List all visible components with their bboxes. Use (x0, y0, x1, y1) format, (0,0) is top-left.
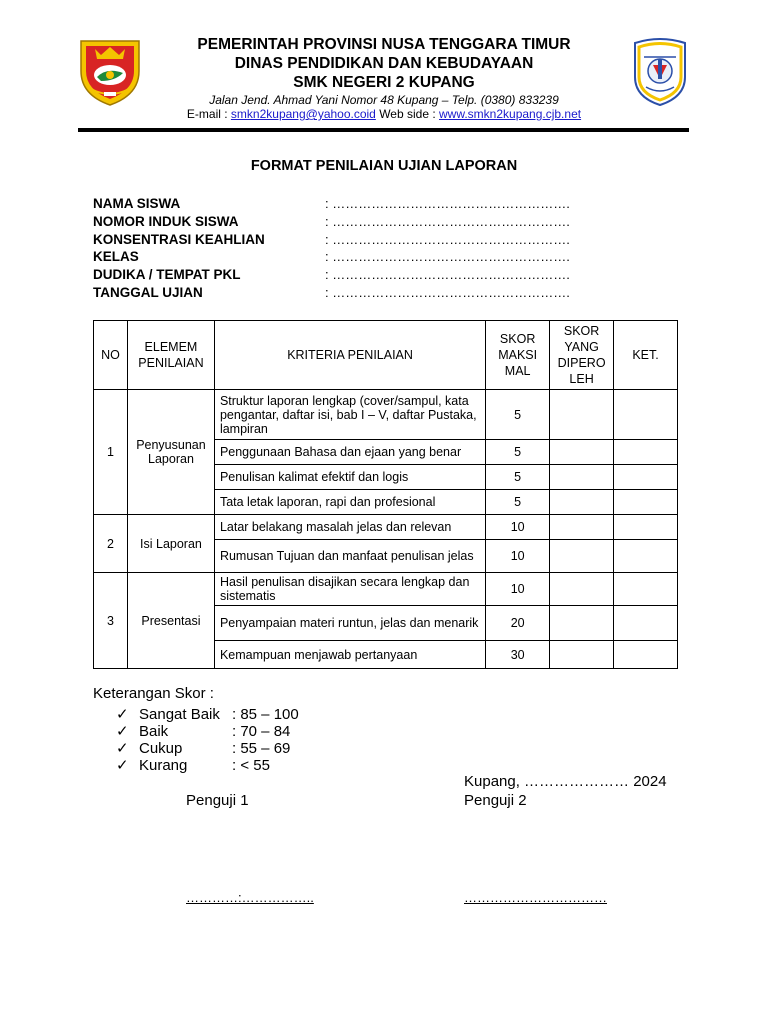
field-value-dudika[interactable]: : ………………………………………………. (325, 267, 570, 282)
criteria-cell: Rumusan Tujuan dan manfaat penulisan jelas (214, 540, 485, 573)
header-department: DINAS PENDIDIKAN DAN KEBUDAYAAN (234, 55, 534, 72)
check-mark-icon: ✓ (116, 723, 129, 740)
legend-item (116, 705, 299, 723)
header-no: NO (94, 321, 128, 390)
legend-range: : 85 – 100 (232, 706, 299, 723)
max-score-cell: 10 (486, 515, 550, 540)
legend-item (116, 756, 270, 774)
field-value-kelas[interactable]: : ………………………………………………. (325, 249, 570, 264)
criteria-cell: Tata letak laporan, rapi dan profesional (214, 490, 485, 515)
legend-range: : < 55 (232, 757, 270, 774)
obtained-score-cell[interactable] (550, 390, 614, 440)
field-label-konsentrasi: KONSENTRASI KEAHLIAN (93, 232, 265, 247)
group-no: 2 (94, 515, 128, 573)
obtained-score-cell[interactable] (550, 573, 614, 606)
criteria-cell: Latar belakang masalah jelas dan relevan (214, 515, 485, 540)
criteria-cell: Struktur laporan lengkap (cover/sampul, kata pengantar, daftar isi, bab I – V, daftar Pustaka, lampiran (214, 390, 485, 440)
header-school: SMK NEGERI 2 KUPANG (293, 74, 475, 91)
criteria-cell: Penggunaan Bahasa dan ejaan yang benar (214, 440, 485, 465)
header-elemen: ELEMEM PENILAIAN (127, 321, 214, 390)
table-row (94, 573, 678, 606)
obtained-score-cell[interactable] (550, 515, 614, 540)
max-score-cell: 10 (486, 573, 550, 606)
examiner-1-label: Penguji 1 (186, 792, 249, 809)
header-government: PEMERINTAH PROVINSI NUSA TENGGARA TIMUR (197, 36, 571, 53)
max-score-cell: 10 (486, 540, 550, 573)
obtained-score-cell[interactable] (550, 465, 614, 490)
header-ket: KET. (614, 321, 678, 390)
check-mark-icon: ✓ (116, 757, 129, 774)
note-cell[interactable] (614, 573, 678, 606)
check-mark-icon: ✓ (116, 706, 129, 723)
legend-label: Sangat Baik (139, 706, 220, 723)
assessment-table (93, 320, 678, 669)
field-label-tanggal: TANGGAL UJIAN (93, 285, 203, 300)
field-value-tanggal[interactable]: : ………………………………………………. (325, 285, 570, 300)
examiner-1-signature-line[interactable]: …………:…………….. (186, 890, 314, 905)
score-legend-title: Keterangan Skor : (93, 685, 214, 702)
field-label-nama: NAMA SISWA (93, 196, 181, 211)
obtained-score-cell[interactable] (550, 540, 614, 573)
form-title: FORMAT PENILAIAN UJIAN LAPORAN (250, 158, 518, 174)
max-score-cell: 5 (486, 440, 550, 465)
note-cell[interactable] (614, 490, 678, 515)
header-kriteria: KRITERIA PENILAIAN (214, 321, 485, 390)
header-skor-diperoleh: SKOR YANG DIPERO LEH (550, 321, 614, 390)
examiner-2-signature-line[interactable]: …………………………… (464, 890, 607, 905)
note-cell[interactable] (614, 390, 678, 440)
group-no: 1 (94, 390, 128, 515)
max-score-cell: 30 (486, 641, 550, 669)
header-address: Jalan Jend. Ahmad Yani Nomor 48 Kupang – Telp. (0380) 833239 (209, 93, 559, 107)
legend-range: : 55 – 69 (232, 740, 291, 757)
obtained-score-cell[interactable] (550, 641, 614, 669)
obtained-score-cell[interactable] (550, 490, 614, 515)
header-skor-maksimal: SKOR MAKSI MAL (486, 321, 550, 390)
header-contact (0, 107, 768, 121)
field-value-nis[interactable]: : ………………………………………………. (325, 214, 570, 229)
field-label-kelas: KELAS (93, 249, 139, 264)
group-elemen: Presentasi (127, 573, 214, 669)
group-no: 3 (94, 573, 128, 669)
group-elemen: Penyusunan Laporan (127, 390, 214, 515)
web-prefix: Web side : (375, 107, 439, 121)
max-score-cell: 5 (486, 390, 550, 440)
legend-item (116, 739, 290, 757)
criteria-cell: Penulisan kalimat efektif dan logis (214, 465, 485, 490)
header-divider (78, 128, 689, 132)
note-cell[interactable] (614, 515, 678, 540)
legend-label: Baik (139, 723, 169, 740)
legend-item (116, 722, 290, 740)
field-label-nis: NOMOR INDUK SISWA (93, 214, 239, 229)
place-date: Kupang, ………………… 2024 (464, 773, 667, 790)
max-score-cell: 5 (486, 465, 550, 490)
table-header-row (94, 321, 678, 390)
max-score-cell: 5 (486, 490, 550, 515)
field-value-nama[interactable]: : ………………………………………………. (325, 196, 570, 211)
note-cell[interactable] (614, 641, 678, 669)
legend-label: Cukup (139, 740, 183, 757)
criteria-cell: Kemampuan menjawab pertanyaan (214, 641, 485, 669)
obtained-score-cell[interactable] (550, 606, 614, 641)
criteria-cell: Hasil penulisan disajikan secara lengkap dan sistematis (214, 573, 485, 606)
criteria-cell: Penyampaian materi runtun, jelas dan menarik (214, 606, 485, 641)
examiner-2-label: Penguji 2 (464, 792, 527, 809)
note-cell[interactable] (614, 465, 678, 490)
legend-range: : 70 – 84 (232, 723, 291, 740)
website-link[interactable]: www.smkn2kupang.cjb.net (439, 107, 582, 121)
email-link[interactable]: smkn2kupang@yahoo.coid (230, 107, 376, 121)
email-prefix: E-mail : (186, 107, 231, 121)
check-mark-icon: ✓ (116, 740, 129, 757)
note-cell[interactable] (614, 606, 678, 641)
table-row (94, 390, 678, 440)
note-cell[interactable] (614, 440, 678, 465)
table-row (94, 515, 678, 540)
obtained-score-cell[interactable] (550, 440, 614, 465)
field-label-dudika: DUDIKA / TEMPAT PKL (93, 267, 241, 282)
group-elemen: Isi Laporan (127, 515, 214, 573)
legend-label: Kurang (139, 757, 188, 774)
note-cell[interactable] (614, 540, 678, 573)
field-value-konsentrasi[interactable]: : ………………………………………………. (325, 232, 570, 247)
max-score-cell: 20 (486, 606, 550, 641)
